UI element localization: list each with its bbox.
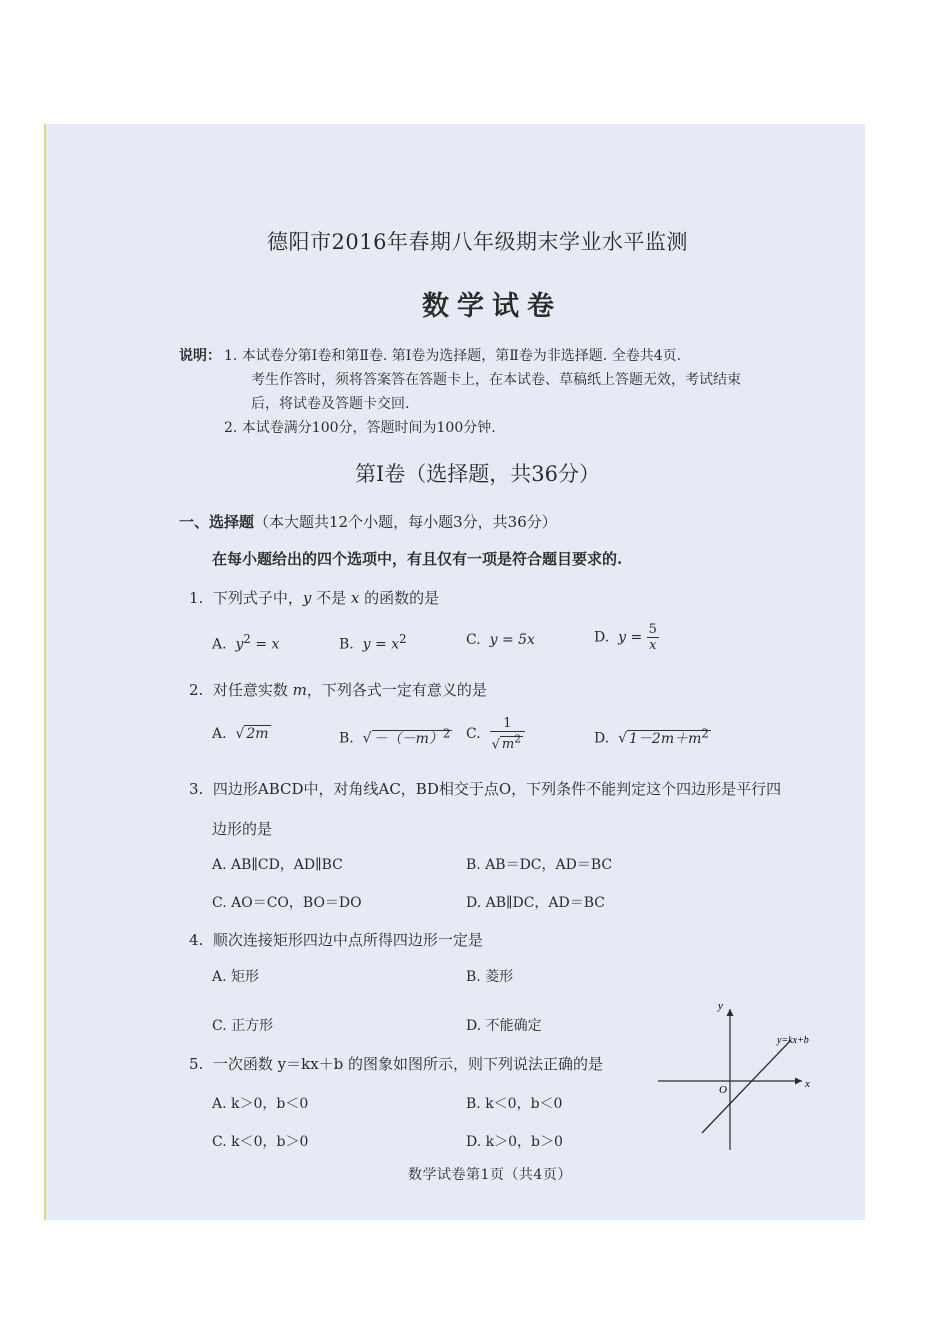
question-1-stem: 1. 下列式子中，y 不是 x 的函数的是 — [189, 589, 440, 607]
question-1-option-d: D. y = $\frac{5}{x}$ — [594, 622, 657, 653]
question-1-option-b: B. $y = x^2$ — [339, 632, 407, 653]
question-3-option-c: C. AO＝CO，BO＝DO — [212, 895, 362, 911]
question-2-stem: 2. 对任意实数 m，下列各式一定有意义的是 — [189, 681, 487, 699]
question-2-option-b: B. √ $-(-m)^2$ — [339, 726, 451, 747]
part-title: 第Ⅰ卷（选择题，共36分） — [355, 462, 601, 486]
instructions-line-4: 2. 本试卷满分100分，答题时间为100分钟. — [224, 420, 496, 436]
page-footer: 数学试卷第1页（共4页） — [408, 1167, 572, 1183]
exam-title: 德阳市2016年春期八年级期末学业水平监测 — [267, 230, 688, 254]
line-label: y=kx+b — [777, 1035, 809, 1046]
y-axis-label: y — [718, 1000, 723, 1012]
function-line — [702, 1041, 790, 1133]
instructions-line-1: 1. 本试卷分第Ⅰ卷和第Ⅱ卷. 第Ⅰ卷为选择题，第Ⅱ卷为非选择题. 全卷共4页. — [224, 348, 682, 364]
question-1-option-a: A. $y^2 = x$ — [212, 632, 280, 653]
question-3-option-d: D. AB∥DC，AD＝BC — [466, 895, 606, 911]
question-3-option-a: A. AB∥CD，AD∥BC — [212, 857, 343, 873]
origin-label: O — [719, 1084, 727, 1096]
question-5-option-a: A. k＞0，b＜0 — [212, 1096, 309, 1112]
instructions-line-2: 考生作答时，须将答案答在答题卡上，在本试卷、草稿纸上答题无效，考试结束 — [251, 372, 741, 388]
section-heading: 一、选择题（本大题共12个小题，每小题3分，共36分） — [179, 513, 557, 531]
question-4-option-c: C. 正方形 — [212, 1018, 274, 1034]
question-3-option-b: B. AB＝DC，AD＝BC — [466, 857, 613, 873]
question-3-stem-cont: 边形的是 — [212, 820, 273, 838]
question-4-stem: 4. 顺次连接矩形四边中点所得四边形一定是 — [189, 931, 483, 949]
question-4-option-d: D. 不能确定 — [466, 1018, 542, 1034]
question-4-option-a: A. 矩形 — [212, 969, 260, 985]
question-5-stem: 5. 一次函数 y＝kx＋b 的图象如图所示，则下列说法正确的是 — [189, 1055, 604, 1073]
section-requirement: 在每小题给出的四个选项中，有且仅有一项是符合题目要求的. — [212, 550, 623, 568]
question-1-option-c: C. y = 5x — [466, 632, 535, 648]
question-4-option-b: B. 菱形 — [466, 969, 514, 985]
question-2-option-a: A. √ 2m — [212, 726, 269, 742]
question-5-option-d: D. k＞0，b＞0 — [466, 1134, 563, 1150]
subject-title: 数学试卷 — [422, 291, 562, 322]
question-5-option-c: C. k＜0，b＞0 — [212, 1134, 309, 1150]
question-2-option-d: D. √ $1-2m+m^2$ — [594, 726, 709, 747]
x-axis-label: x — [805, 1078, 810, 1090]
instructions-line-3: 后，将试卷及答题卡交回. — [251, 396, 410, 412]
linear-function-graph — [650, 995, 830, 1155]
instructions-label: 说明： — [179, 348, 221, 364]
question-3-stem: 3. 四边形ABCD中，对角线AC，BD相交于点O，下列条件不能判定这个四边形是平行四 — [189, 780, 782, 798]
question-2-option-c: C. $\frac{1}{√ m^2}$ — [466, 716, 525, 752]
question-5-option-b: B. k＜0，b＜0 — [466, 1096, 563, 1112]
